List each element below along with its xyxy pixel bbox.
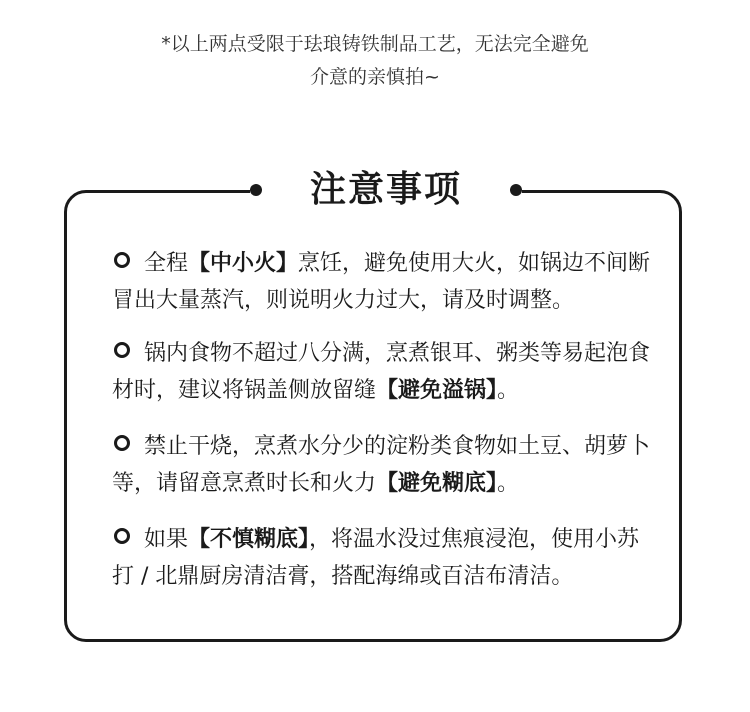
item-2-text-rest: 。 (497, 378, 520, 403)
circle-bullet-icon (114, 252, 130, 268)
item-4-text: 如果 (144, 527, 189, 552)
circle-bullet-icon (114, 528, 130, 544)
item-4-highlight: 【不慎糊底】 (188, 527, 310, 552)
notice-item-4 (112, 521, 652, 595)
item-2-text: 锅内食物不超过八分满，烹煮银耳、粥类等易起泡食材时，建议将锅盖侧放留缝 (112, 341, 651, 403)
circle-bullet-icon (114, 342, 130, 358)
disclaimer-note (0, 28, 750, 94)
item-1-text-rest: 烹饪，避免使用大火，如锅边不间断冒出大量蒸汽，则说明火力过大，请及时调整。 (112, 251, 651, 313)
circle-bullet-icon (114, 435, 130, 451)
item-3-text: 禁止干烧，烹煮水分少的淀粉类食物如土豆、胡萝卜等，请留意烹煮时长和火力 (112, 434, 651, 496)
notice-title: 注意事项 (309, 169, 462, 210)
item-1-highlight: 【中小火】 (188, 251, 299, 276)
item-4-text-rest: ，将温水没过焦痕浸泡，使用小苏打 / 北鼎厨房清洁膏，搭配海绵或百洁布清洁。 (112, 527, 640, 589)
notice-item-1 (112, 245, 652, 319)
disclaimer-line-1: *以上两点受限于珐琅铸铁制品工艺，无法完全避免 (161, 33, 589, 55)
item-2-highlight: 【避免溢锅】 (376, 378, 498, 403)
notice-title-bar (250, 162, 522, 218)
title-dot-right (510, 184, 522, 196)
notice-item-2 (112, 335, 652, 409)
disclaimer-line-2: 介意的亲慎拍~ (310, 66, 440, 88)
item-3-highlight: 【避免糊底】 (376, 471, 498, 496)
item-1-text: 全程 (144, 251, 189, 276)
item-3-text-rest: 。 (497, 471, 520, 496)
notice-item-3 (112, 428, 652, 502)
